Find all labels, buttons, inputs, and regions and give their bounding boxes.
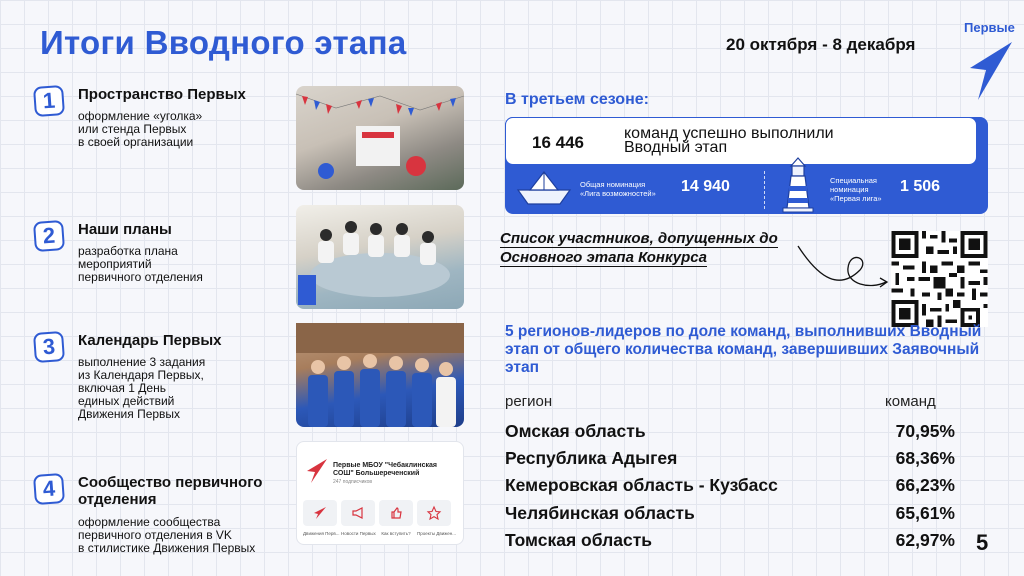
community-subscribers: 247 подписчиков [333, 479, 373, 485]
step-number: 3 [33, 331, 65, 363]
region-name: Челябинская область [505, 503, 695, 523]
region-name: Томская область [505, 530, 653, 550]
step-title: Календарь Первых [78, 332, 222, 349]
step-title: Пространство Первых [78, 86, 246, 103]
step-title: Наши планы [78, 221, 172, 238]
region-value: 65,61% [895, 503, 955, 523]
tile-projects[interactable] [417, 500, 451, 526]
step-number: 1 [33, 85, 65, 117]
step-description: оформление сообщества первичного отделения в VK в стилистике Движения Первых [78, 515, 256, 555]
logo-arrow-icon [966, 40, 1014, 102]
step-description: оформление «уголка» или стенда Первых в своей организации [78, 109, 203, 149]
region-value: 66,23% [895, 475, 955, 495]
regions-heading: 5 регионов-лидеров по доле команд, выполнивших Вводный этап от общего количества команд, завершивших Заявочный этап [505, 323, 982, 376]
photo-corner [296, 86, 464, 190]
tile-label: Движения Перв... [303, 531, 340, 536]
nomination-1-value: 14 940 [681, 178, 730, 195]
curved-arrow-icon [790, 240, 890, 300]
bunting-decoration [296, 86, 464, 190]
nomination-2-value: 1 506 [900, 178, 941, 195]
season-heading: В третьем сезоне: [505, 91, 649, 108]
page-number: 5 [976, 530, 989, 555]
star-icon [427, 506, 441, 520]
step-number: 4 [33, 473, 65, 505]
community-tiles [303, 500, 451, 526]
nomination-2-label: Специальная номинация «Первая лига» [830, 176, 882, 203]
tile-label: Новости Первых [341, 531, 376, 536]
total-teams: 16 446 [532, 133, 584, 152]
page-title: Итоги Вводного этапа [40, 24, 407, 61]
region-name: Омская область [505, 421, 646, 441]
participants-list-link[interactable] [500, 229, 790, 267]
community-tile-labels [303, 531, 457, 536]
photo-plans [296, 205, 464, 309]
date-range: 20 октября - 8 декабря [726, 35, 916, 54]
region-value: 62,97% [895, 530, 955, 550]
nomination-1-label: Общая номинация «Лига возможностей» [580, 180, 656, 198]
vk-community-card [296, 441, 464, 545]
logo-text: Первые [964, 20, 1015, 35]
tile-label: Проекты Движен... [417, 531, 457, 536]
step-title: Сообщество первичного отделения [78, 474, 263, 508]
paper-boat-icon [516, 170, 572, 208]
thumbs-up-icon [389, 506, 403, 520]
photo-calendar [296, 323, 464, 427]
region-value: 68,36% [895, 448, 955, 468]
nominations-divider [764, 171, 765, 209]
tile-label: Как вступить? [381, 531, 411, 536]
participants-list-text: Список участников, допущенных до Основного этапа Конкурса [500, 230, 778, 266]
lighthouse-icon [778, 156, 818, 214]
step-description: выполнение 3 задания из Календаря Первых, включая 1 День единых действий Движения Первых [78, 355, 206, 421]
column-teams: команд [885, 393, 936, 410]
step-number: 2 [33, 220, 65, 252]
tile-join[interactable] [379, 500, 413, 526]
community-name: Первые МБОУ "Чебаклинская СОШ" Большереченский [333, 462, 437, 477]
tile-movement[interactable] [303, 500, 337, 526]
team-scene [296, 323, 464, 427]
community-logo-icon [305, 458, 329, 484]
region-name: Кемеровская область - Кузбасс [505, 475, 778, 495]
arrow-logo-icon [313, 506, 327, 520]
region-value: 70,95% [895, 421, 955, 441]
column-region: регион [505, 393, 553, 410]
megaphone-icon [351, 506, 365, 520]
total-teams-label: команд успешно выполнили Вводный этап [624, 125, 834, 156]
step-description: разработка плана мероприятий первичного отделения [78, 244, 203, 284]
tile-news[interactable] [341, 500, 375, 526]
qr-code[interactable] [891, 231, 988, 327]
region-name: Республика Адыгея [505, 448, 678, 468]
meeting-scene [296, 205, 464, 309]
